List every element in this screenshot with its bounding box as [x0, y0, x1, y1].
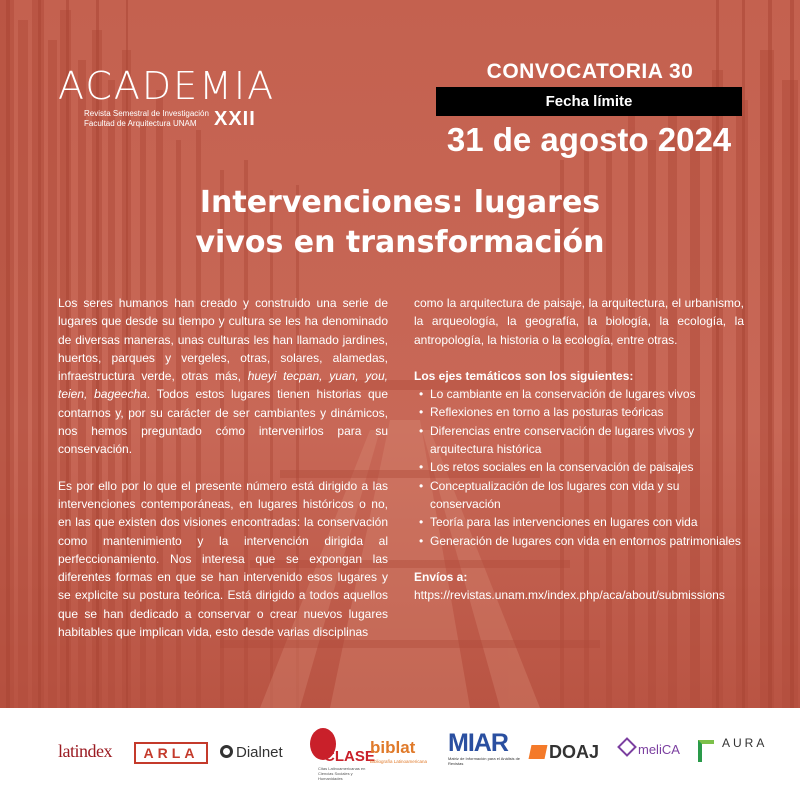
axis-item: • Los retos sociales en la conservación de paisajes [414, 458, 744, 476]
issue-title-line-1: Intervenciones: lugares [199, 185, 601, 220]
clase-sublabel: Citas Latinoamericanas en Ciencias Sociales y Humanidades [318, 766, 366, 781]
journal-logo [58, 64, 276, 130]
aura-icon [698, 740, 714, 762]
call-heading: CONVOCATORIA 30 [486, 60, 694, 83]
axes-heading: Los ejes temáticos son los siguientes: [414, 368, 634, 383]
clase-label: CLASE [324, 748, 375, 765]
miar-logo [448, 730, 528, 766]
melica-label: meliCA [638, 742, 680, 757]
journal-subtitle-2: Facultad de Arquitectura UNAM [84, 119, 197, 128]
aura-label: AURA [722, 736, 768, 750]
doaj-label: DOAJ [549, 742, 600, 762]
doaj-logo [530, 742, 599, 763]
axis-item: • Generación de lugares con vida en entornos patrimoniales [414, 532, 744, 550]
journal-subtitle-1: Revista Semestral de Investigación [84, 109, 209, 118]
latindex-logo: latindex [58, 741, 112, 761]
submissions-link[interactable]: https://revistas.unam.mx/index.php/aca/about/submissions [414, 588, 725, 603]
axis-item: • Conceptualización de los lugares con vida y su conservación [414, 477, 744, 514]
paragraph-1 [58, 294, 388, 459]
axis-item: • Lo cambiante en la conservación de lugares vivos [414, 385, 744, 403]
left-column [58, 294, 388, 659]
paragraph-1-italic: hueyi tecpan, yuan, you, teien, bageecha [58, 369, 388, 402]
issue-title [80, 183, 720, 263]
biblat-label: biblat [370, 738, 416, 757]
doaj-icon [529, 745, 548, 759]
arla-logo: ARLA [134, 742, 208, 764]
right-column [414, 294, 744, 604]
axis-item: • Reflexiones en torno a las posturas teóricas [414, 403, 744, 421]
axes-list [414, 385, 744, 550]
submissions-heading: Envíos a: [414, 569, 468, 584]
paragraph-1-b: . Todos estos lugares tienen historias que contarnos y, por su carácter de ser cambiantes y dinámicos, nos hemos preguntado cómo intervenirlos para su conservación. [58, 387, 388, 457]
axis-item: • Teoría para las intervenciones en lugares con vida [414, 513, 744, 531]
dialnet-logo [220, 744, 283, 761]
melica-icon [617, 737, 637, 757]
miar-sublabel: Matriz de Información para el Análisis de Revistas [448, 756, 521, 766]
index-logos-strip [0, 708, 800, 800]
melica-logo [620, 740, 680, 759]
paragraph-3: como la arquitectura de paisaje, la arquitectura, el urbanismo, la arqueología, la geografía, la biología, la ecología, la antropología, la historia o la ecología, entre otras. [414, 296, 744, 347]
journal-number: XXII [214, 108, 256, 130]
biblat-logo [370, 738, 427, 764]
miar-label: MIAR [448, 729, 508, 757]
deadline-label: Fecha límite [436, 87, 742, 116]
journal-name: ACADEMIA [58, 64, 276, 108]
paragraph-2: Es por ello por lo que el presente número está dirigido a las intervenciones contemporáneas, en lugares históricos o no, en las que existen dos visiones encontradas: la conservación como mantenimiento y la intervención dirigida al perfeccionamiento. Nos interesa que se expongan las diferentes formas en que se han intervenido esos lugares y se explicite su postura teórica. Está dirigido a todos aquellos que se han dedicado a conservar o crear nuevos lugares habitables que implican vida, esto desde varias disciplinas [58, 478, 388, 640]
axis-item: • Diferencias entre conservación de lugares vivos y arquitectura histórica [414, 422, 744, 459]
dialnet-label: Dialnet [236, 744, 283, 761]
paragraph-1-a: Los seres humanos han creado y construido una serie de lugares que desde su tiempo y cultura se les ha denominado de diversas maneras, unas culturas les han llamado jardines, huertos, parques y vergeles, otras, solares, alamedas, infraestructura verde, otras más, [58, 296, 388, 384]
deadline-date: 31 de agosto 2024 [446, 121, 732, 158]
issue-title-line-2: vivos en transformación [195, 225, 605, 260]
clase-logo [310, 728, 375, 786]
dialnet-icon [220, 745, 233, 758]
biblat-sublabel: Bibliografía Latinoamericana [370, 759, 428, 764]
